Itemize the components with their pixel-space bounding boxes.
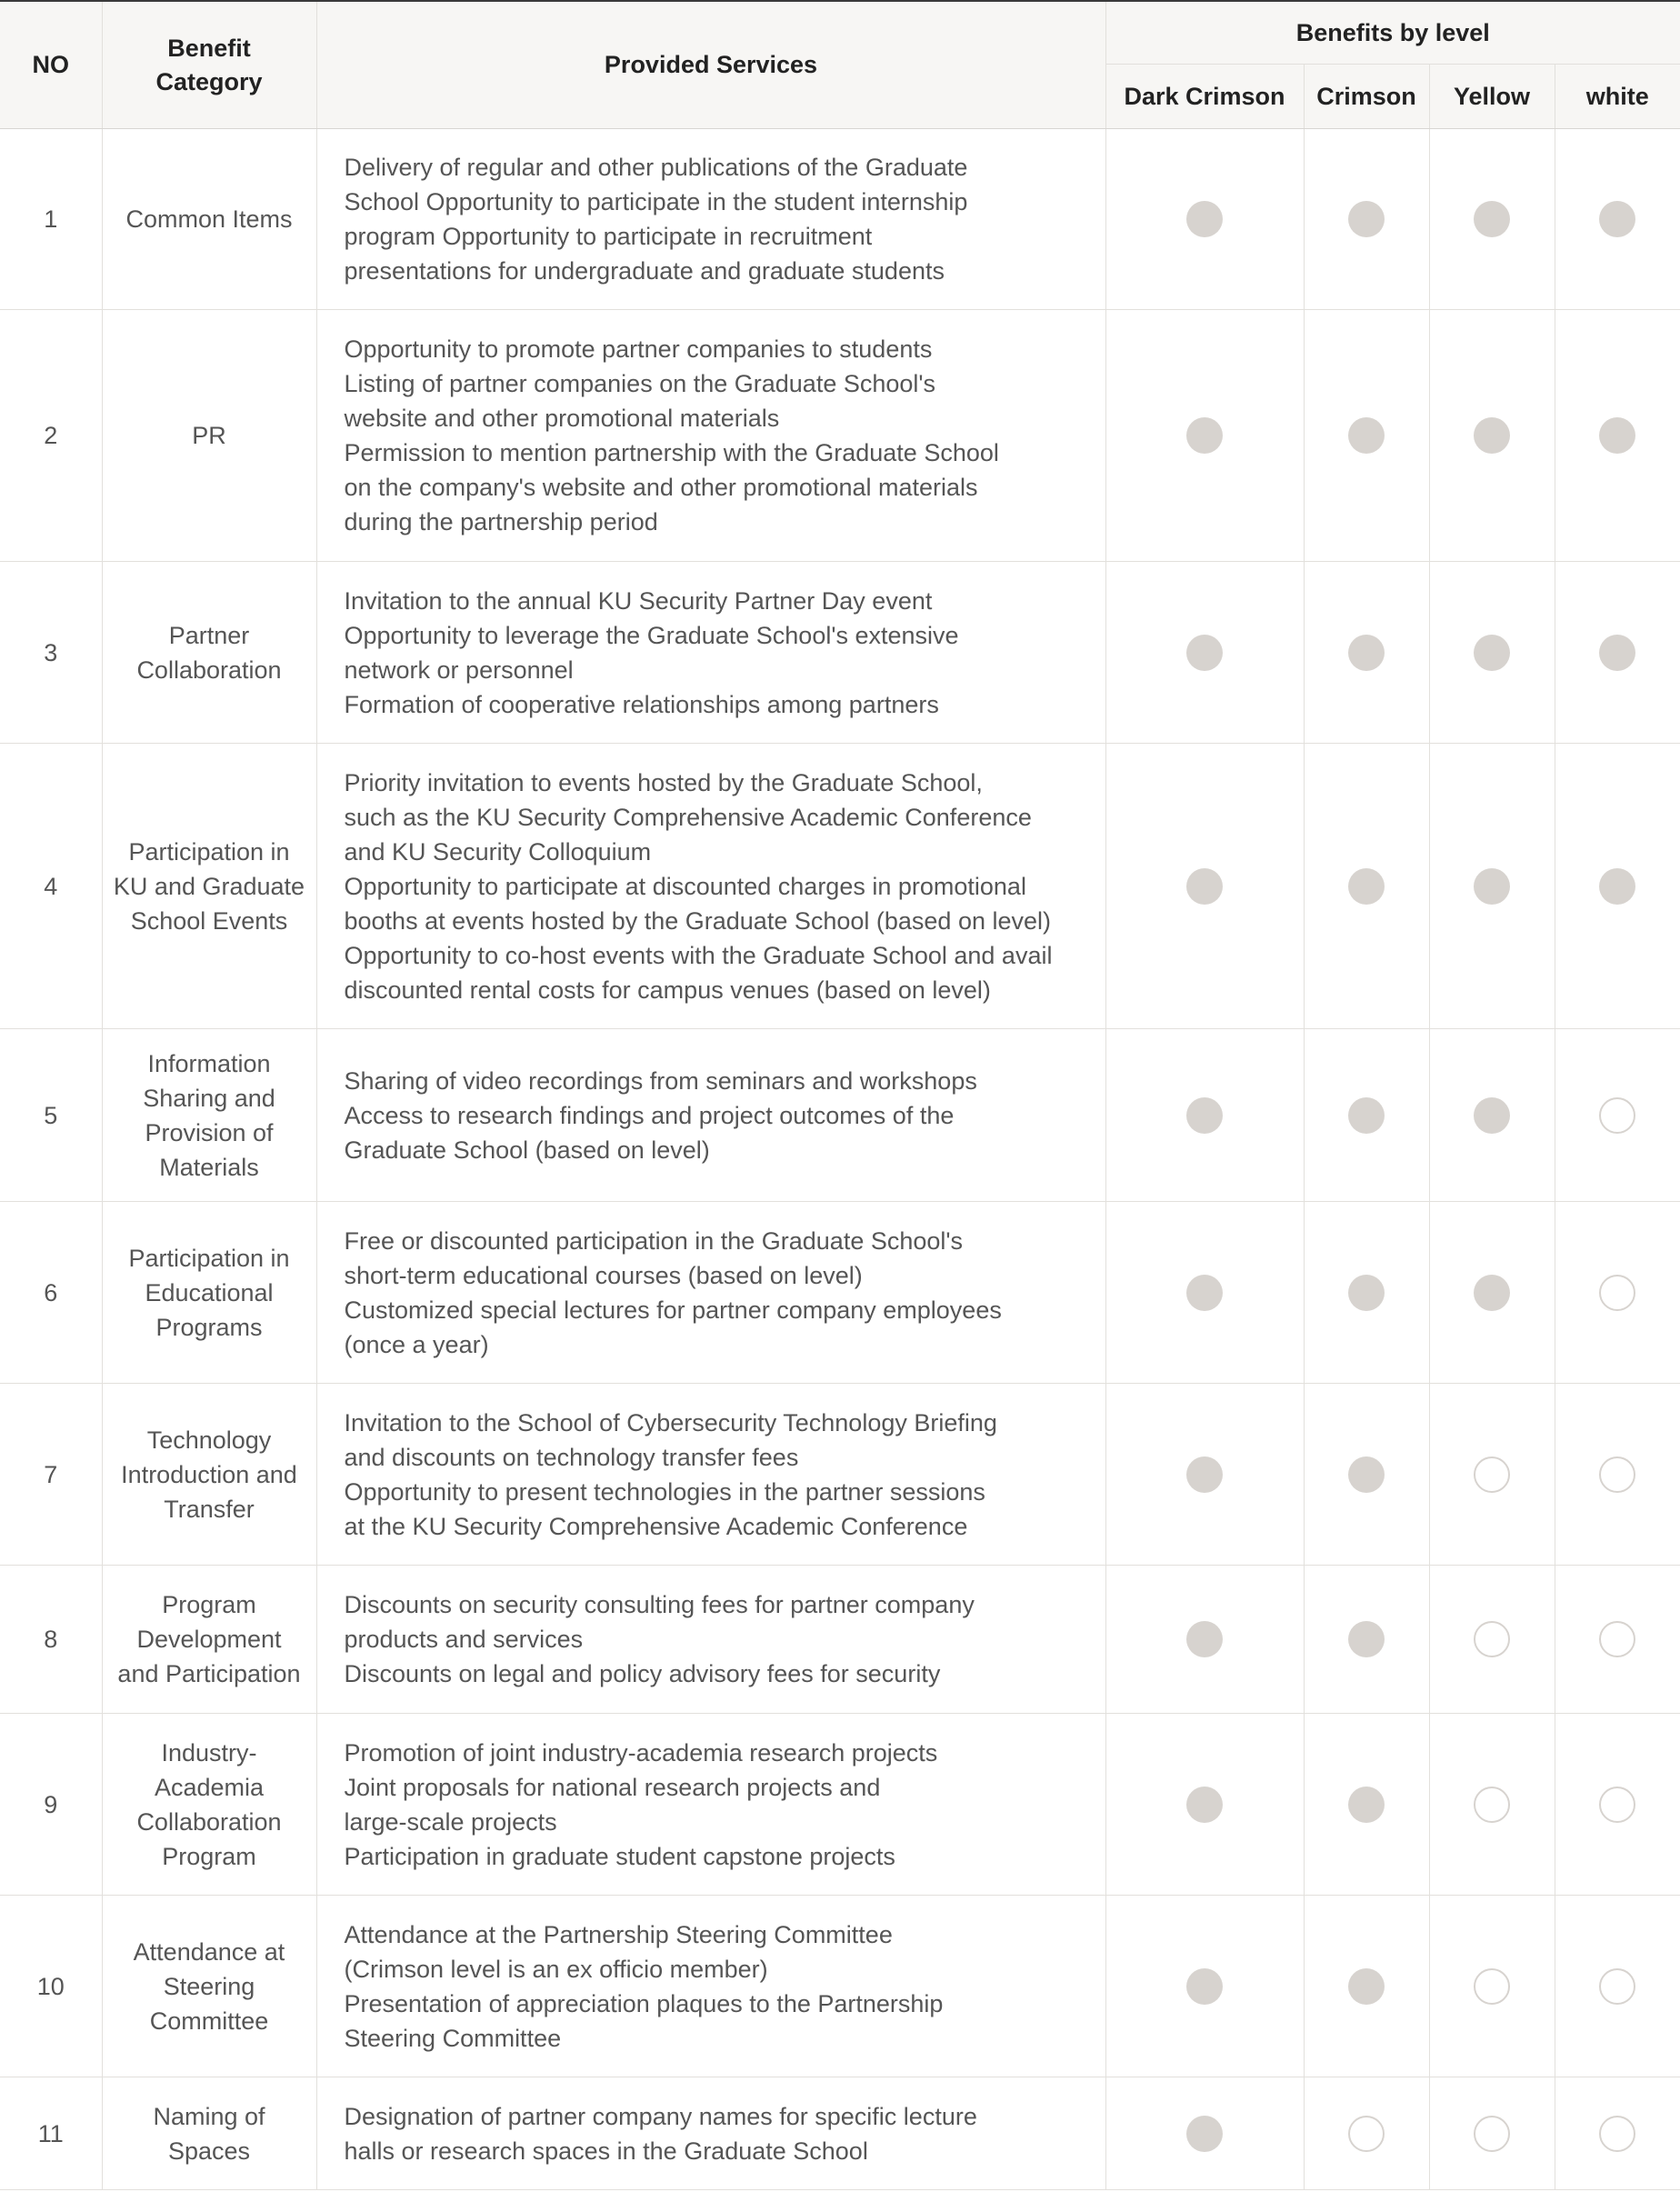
benefit-cell-yellow [1429,129,1555,310]
benefit-category: Participation in KU and Graduate School Events [102,744,316,1029]
benefit-cell-white [1555,2077,1680,2190]
benefit-cell-dark-crimson [1105,562,1304,744]
table-body [0,129,1680,2190]
benefit-cell-crimson [1304,2077,1429,2190]
service-line: Joint proposals for national research projects and [344,1773,881,1801]
provided-services [316,1566,1105,1714]
filled-circle-icon [1186,1456,1223,1493]
filled-circle-icon [1474,201,1510,237]
benefit-cell-crimson [1304,129,1429,310]
table-header [0,1,1680,129]
filled-circle-icon [1348,1968,1385,2005]
benefit-cell-crimson [1304,562,1429,744]
row-number: 4 [0,744,102,1029]
filled-circle-icon [1474,417,1510,454]
row-number: 1 [0,129,102,310]
benefit-cell-dark-crimson [1105,2077,1304,2190]
service-line: network or personnel [344,656,574,684]
filled-circle-icon [1348,1456,1385,1493]
filled-circle-icon [1186,2116,1223,2152]
header-no: NO [0,1,102,129]
service-line: Invitation to the School of Cybersecurity Technology Briefing [344,1408,997,1436]
benefit-cell-crimson [1304,1896,1429,2077]
service-line: halls or research spaces in the Graduate School [344,2137,868,2165]
filled-circle-icon [1348,1275,1385,1311]
filled-circle-icon [1186,635,1223,671]
row-number: 3 [0,562,102,744]
service-line: School Opportunity to participate in the student internship [344,188,968,215]
filled-circle-icon [1186,1097,1223,1134]
benefit-cell-yellow [1429,1384,1555,1566]
table-row [0,1384,1680,1566]
benefit-category: Attendance at Steering Committee [102,1896,316,2077]
service-line: Discounts on legal and policy advisory fees for security [344,1660,941,1687]
benefit-cell-yellow [1429,310,1555,562]
empty-circle-icon [1599,1787,1635,1823]
benefit-category: Participation in Educational Programs [102,1202,316,1384]
provided-services [316,1202,1105,1384]
service-line: Invitation to the annual KU Security Partner Day event [344,586,933,615]
empty-circle-icon [1474,1787,1510,1823]
row-number: 9 [0,1714,102,1896]
row-number: 2 [0,310,102,562]
benefit-cell-dark-crimson [1105,1714,1304,1896]
service-line: short-term educational courses (based on level) [344,1261,863,1289]
filled-circle-icon [1599,201,1635,237]
benefit-cell-crimson [1304,1202,1429,1384]
service-line: Permission to mention partnership with the Graduate School [344,439,999,466]
filled-circle-icon [1186,1275,1223,1311]
service-line: Designation of partner company names for specific lecture [344,2102,977,2130]
service-line: Formation of cooperative relationships among partners [344,690,939,718]
service-line: Participation in graduate student capstone projects [344,1842,895,1870]
row-number: 11 [0,2077,102,2190]
benefit-category: PR [102,310,316,562]
benefit-cell-white [1555,1566,1680,1714]
provided-services [316,1384,1105,1566]
service-line: at the KU Security Comprehensive Academic Conference [344,1512,968,1540]
benefit-cell-white [1555,1896,1680,2077]
service-line: Graduate School (based on level) [344,1136,710,1164]
benefit-category: Program Development and Participation [102,1566,316,1714]
benefit-cell-yellow [1429,1714,1555,1896]
empty-circle-icon [1474,1968,1510,2005]
service-line: (Crimson level is an ex officio member) [344,1955,768,1983]
benefit-cell-white [1555,1714,1680,1896]
header-level-white: white [1555,65,1680,129]
benefit-cell-dark-crimson [1105,1566,1304,1714]
provided-services [316,562,1105,744]
service-line: program Opportunity to participate in recruitment [344,223,873,250]
benefit-cell-yellow [1429,2077,1555,2190]
filled-circle-icon [1348,868,1385,905]
table-row [0,129,1680,310]
service-line: and discounts on technology transfer fees [344,1443,799,1471]
service-line: Free or discounted participation in the Graduate School's [344,1226,964,1255]
empty-circle-icon [1474,2116,1510,2152]
service-line: Opportunity to participate at discounted charges in promotional [344,872,1026,900]
benefit-cell-white [1555,129,1680,310]
service-line: presentations for undergraduate and graduate students [344,257,945,285]
provided-services [316,1029,1105,1202]
header-services: Provided Services [316,1,1105,129]
benefit-cell-yellow [1429,1896,1555,2077]
empty-circle-icon [1474,1456,1510,1493]
benefit-category: Industry-Academia Collaboration Program [102,1714,316,1896]
benefit-cell-white [1555,310,1680,562]
table-row [0,1714,1680,1896]
service-line: Sharing of video recordings from seminars and workshops [344,1066,977,1095]
header-level-crimson: Crimson [1304,65,1429,129]
benefit-cell-yellow [1429,1566,1555,1714]
empty-circle-icon [1599,1097,1635,1134]
service-line: large-scale projects [344,1807,557,1836]
benefit-cell-crimson [1304,744,1429,1029]
provided-services [316,310,1105,562]
provided-services [316,2077,1105,2190]
service-line: and KU Security Colloquium [344,837,652,866]
header-level-yellow: Yellow [1429,65,1555,129]
benefit-cell-yellow [1429,1029,1555,1202]
table-row [0,1566,1680,1714]
service-line: (once a year) [344,1330,489,1358]
benefit-cell-white [1555,562,1680,744]
benefit-cell-dark-crimson [1105,1029,1304,1202]
empty-circle-icon [1599,1275,1635,1311]
benefit-cell-crimson [1304,1566,1429,1714]
service-line: Access to research findings and project outcomes of the [344,1101,955,1129]
service-line: Priority invitation to events hosted by the Graduate School, [344,768,983,796]
service-line: website and other promotional materials [344,405,780,432]
filled-circle-icon [1599,868,1635,905]
row-number: 10 [0,1896,102,2077]
filled-circle-icon [1186,417,1223,454]
benefit-cell-dark-crimson [1105,1202,1304,1384]
filled-circle-icon [1348,201,1385,237]
benefit-cell-crimson [1304,1029,1429,1202]
filled-circle-icon [1474,1097,1510,1134]
service-line: Promotion of joint industry-academia research projects [344,1738,938,1767]
benefit-cell-white [1555,744,1680,1029]
service-line: during the partnership period [344,508,658,535]
filled-circle-icon [1186,868,1223,905]
service-line: Presentation of appreciation plaques to the Partnership [344,1989,944,2017]
benefit-cell-crimson [1304,310,1429,562]
header-category: Benefit Category [102,1,316,129]
benefit-cell-dark-crimson [1105,129,1304,310]
service-line: products and services [344,1626,584,1653]
service-line: on the company's website and other promotional materials [344,474,978,501]
empty-circle-icon [1348,2116,1385,2152]
table-row [0,562,1680,744]
row-number: 5 [0,1029,102,1202]
provided-services [316,129,1105,310]
filled-circle-icon [1474,868,1510,905]
benefit-cell-dark-crimson [1105,310,1304,562]
service-line: Opportunity to promote partner companies to students [344,335,933,363]
filled-circle-icon [1474,1275,1510,1311]
benefit-cell-yellow [1429,1202,1555,1384]
filled-circle-icon [1348,1621,1385,1657]
service-line: Opportunity to co-host events with the Graduate School and avail [344,941,1053,969]
benefit-cell-white [1555,1202,1680,1384]
table-row [0,1202,1680,1384]
empty-circle-icon [1599,1968,1635,2005]
benefit-category: Naming of Spaces [102,2077,316,2190]
benefit-cell-yellow [1429,562,1555,744]
table-row [0,2077,1680,2190]
provided-services [316,1896,1105,2077]
service-line: Listing of partner companies on the Graduate School's [344,370,936,397]
benefit-category: Technology Introduction and Transfer [102,1384,316,1566]
benefit-category: Common Items [102,129,316,310]
benefit-category: Information Sharing and Provision of Materials [102,1029,316,1202]
filled-circle-icon [1186,1787,1223,1823]
benefit-cell-white [1555,1384,1680,1566]
benefit-cell-crimson [1304,1714,1429,1896]
empty-circle-icon [1599,1621,1635,1657]
service-line: Customized special lectures for partner company employees [344,1296,1002,1324]
provided-services [316,744,1105,1029]
service-line: booths at events hosted by the Graduate School (based on level) [344,906,1052,935]
service-line: Delivery of regular and other publications of the Graduate [344,154,968,181]
empty-circle-icon [1474,1621,1510,1657]
header-level-dark-crimson: Dark Crimson [1105,65,1304,129]
benefit-cell-crimson [1304,1384,1429,1566]
filled-circle-icon [1348,1097,1385,1134]
table-row [0,744,1680,1029]
service-line: such as the KU Security Comprehensive Academic Conference [344,803,1032,831]
benefit-cell-white [1555,1029,1680,1202]
filled-circle-icon [1599,417,1635,454]
filled-circle-icon [1474,635,1510,671]
service-line: Opportunity to leverage the Graduate School's extensive [344,621,959,649]
provided-services [316,1714,1105,1896]
service-line: Opportunity to present technologies in the partner sessions [344,1477,985,1506]
row-number: 8 [0,1566,102,1714]
benefit-cell-yellow [1429,744,1555,1029]
filled-circle-icon [1348,635,1385,671]
header-benefits-by-level: Benefits by level [1105,1,1680,65]
service-line: Steering Committee [344,2024,562,2052]
benefit-cell-dark-crimson [1105,1896,1304,2077]
service-line: discounted rental costs for campus venues (based on level) [344,976,991,1004]
row-number: 6 [0,1202,102,1384]
empty-circle-icon [1599,2116,1635,2152]
table-row [0,1029,1680,1202]
empty-circle-icon [1599,1456,1635,1493]
table-row [0,1896,1680,2077]
benefit-cell-dark-crimson [1105,744,1304,1029]
benefit-category: Partner Collaboration [102,562,316,744]
filled-circle-icon [1348,1787,1385,1823]
service-line: Discounts on security consulting fees for partner company [344,1591,975,1618]
filled-circle-icon [1348,417,1385,454]
filled-circle-icon [1186,1968,1223,2005]
filled-circle-icon [1186,1621,1223,1657]
filled-circle-icon [1186,201,1223,237]
filled-circle-icon [1599,635,1635,671]
row-number: 7 [0,1384,102,1566]
service-line: Attendance at the Partnership Steering Committee [344,1920,893,1948]
table-row [0,310,1680,562]
benefit-cell-dark-crimson [1105,1384,1304,1566]
